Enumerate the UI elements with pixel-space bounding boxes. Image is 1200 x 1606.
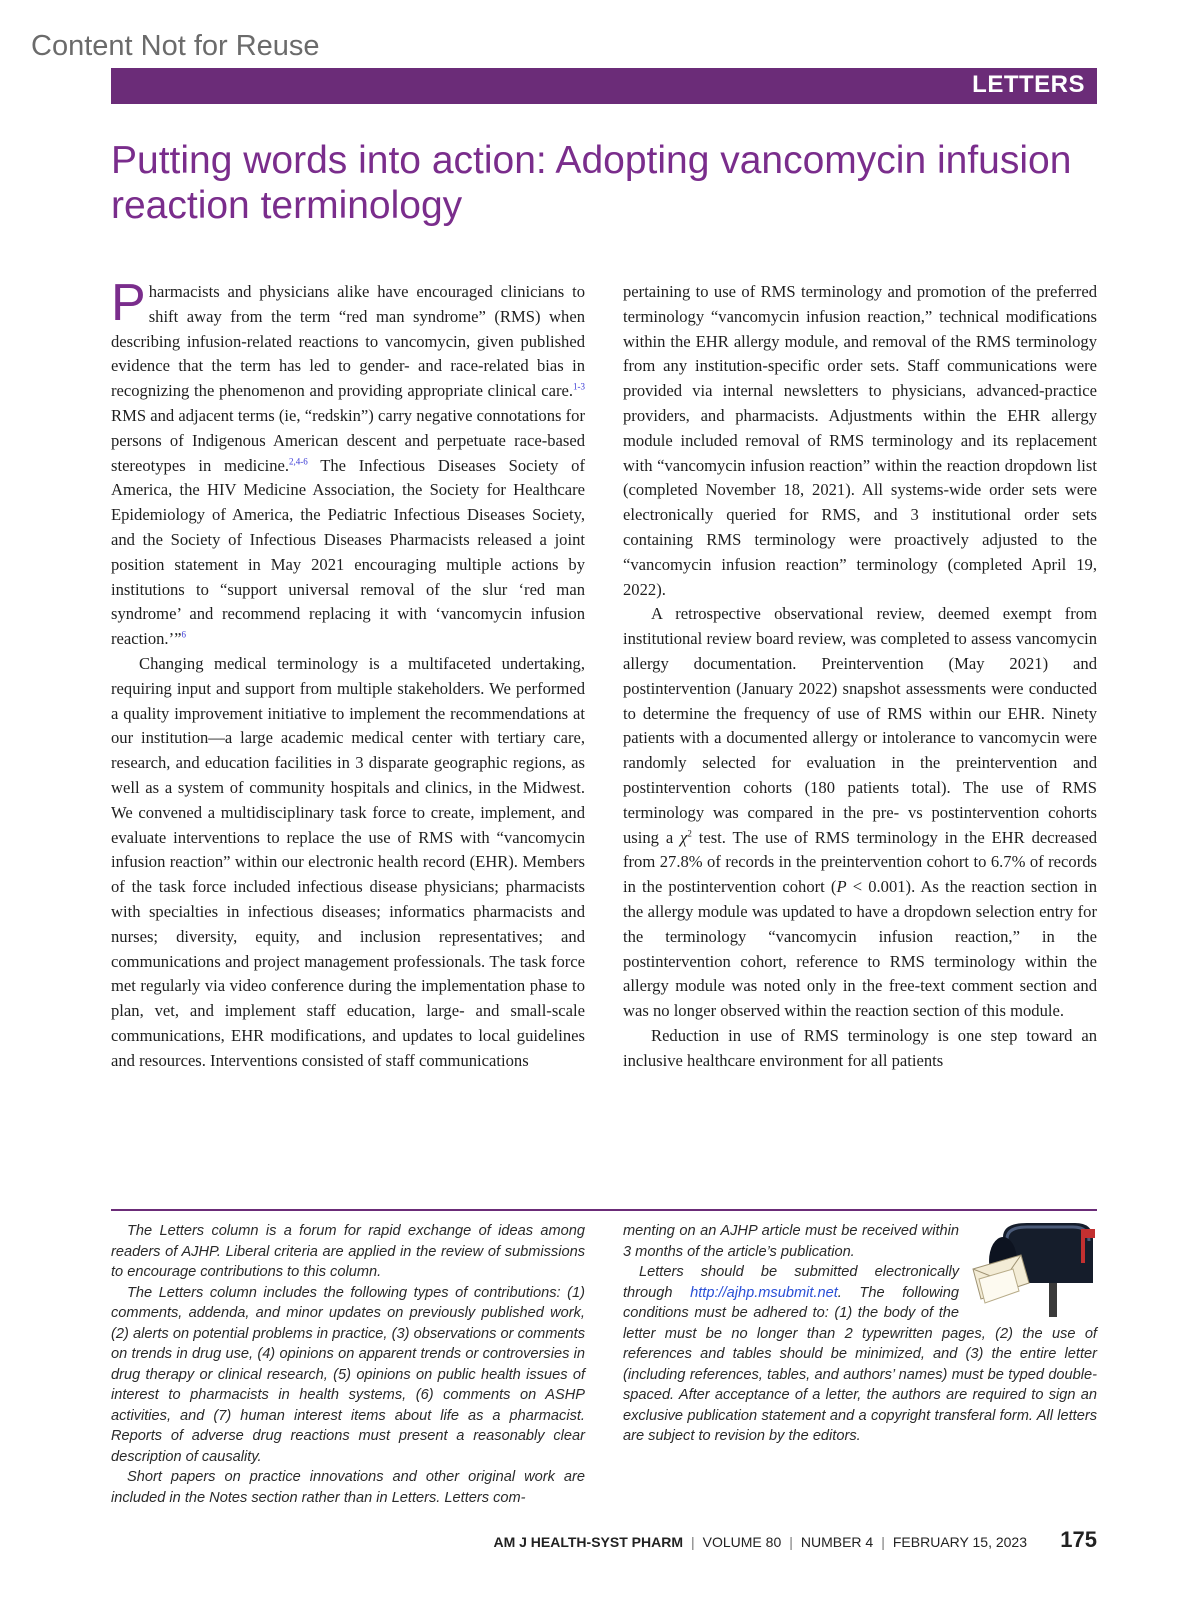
body-paragraph-5: Reduction in use of RMS terminology is one step toward an inclusive healthcare environment for all patients (623, 1025, 1097, 1070)
page-footer (111, 1527, 1097, 1555)
section-label: LETTERS (972, 71, 1085, 98)
info-paragraph-2: The Letters column includes the following types of contributions: (1) comments, addenda, and minor updates on previously published work, (2) alerts on potential problems in practice, (3) observations or comments on trends in drug use, (4) opinions on apparent trends or controversies in drug therapy or clinical research, (5) opinions on public health issues of interest to pharmacists in health systems, (6) comments on ASHP activities, and (7) human interest items about life as a pharmacist. Reports of adverse drug reactions must present a reasonably clear description of causality. (111, 1284, 585, 1465)
divider-rule (111, 1209, 1097, 1211)
body-column-left (111, 274, 585, 1074)
submission-link[interactable]: http://ajhp.msubmit.net (690, 1284, 838, 1301)
letters-info-left (111, 1221, 585, 1508)
letters-info-right (623, 1221, 1097, 1447)
info-paragraph-4: Letters should be submitted electronically through http://ajhp.msubmit.net. The following conditions must be adhered to: (1) the body of the letter must be no longer than 2 typewritten pages, (2) the use of references and tables should be minimized, and (3) the entire letter (including references, tables, and authors’ names) must be typed double-spaced. After acceptance of a letter, the authors are required to sign an exclusive publication statement and a copyright transferal form. All letters are subject to revision by the editors. (623, 1264, 1097, 1444)
drop-cap: P (111, 274, 146, 332)
reference-link[interactable]: 1-3 (573, 381, 585, 392)
body-paragraph-2: Changing medical terminology is a multifaceted undertaking, requiring input and support from multiple stakeholders. We performed a quality improvement initiative to implement the recommendations at our institution—a large academic medical center with tertiary care, research, and education facilities in 3 disparate geographic regions, as well as a system of community hospitals and clinics, in the Midwest. We convened a multidisciplinary task force to create, implement, and evaluate interventions to replace the use of RMS with “vancomycin infusion reaction” within our electronic health record (EHR). Members of the task force included infectious disease physicians; pharmacists with specialties in infectious diseases; informatics pharmacists and nurses; diversity, equity, and inclusion representatives; and communications and project management professionals. The task force met regularly via video conference during the implementation phase to plan, vet, and implement staff education, large- and small-scale communications, EHR modifications, and updates to local guidelines and resources. Interventions consisted of staff communications (111, 653, 585, 1070)
body-paragraph-4: A retrospective observational review, deemed exempt from institutional review board review, was completed to assess vancomycin allergy documentation. Preintervention (May 2021) and postintervention (January 2022) snapshot assessments were conducted to determine the frequency of use of RMS within our EHR. Ninety patients with a documented allergy or intolerance to vancomycin were randomly selected for evaluation in the preintervention and postintervention cohorts (180 patients total). The use of RMS terminology was compared in the pre- vs postintervention cohorts using a $\chi^2$ test. The use of RMS terminology in the EHR decreased from 27.8% of records in the preintervention cohort to 6.7% of records in the postintervention cohort (P < 0.001). As the reaction section in the allergy module was updated to have a dropdown selection entry for the terminology “vancomycin infusion reaction,” in the postintervention cohort, reference to RMS terminology within the allergy module was noted only in the free-text comment section and was no longer observed within the reaction section of this module. (623, 604, 1097, 1021)
body-paragraph-1: Pharmacists and physicians alike have encouraged clinicians to shift away from the term “red man syndrome” (RMS) when describing infusion-related reactions to vancomycin, given published evidence that the term has led to gender- and race-related bias in recognizing the phenomenon and providing appropriate clinical care.$^{1-3}$ RMS and adjacent terms (ie, “redskin”) carry negative connotations for persons of Indigenous American descent and perpetuate race-based stereotypes in medicine.$^{2,4-6}$ The Infectious Diseases Society of America, the HIV Medicine Association, the Society for Healthcare Epidemiology of America, the Pediatric Infectious Diseases Society, and the Society of Infectious Diseases Pharmacists released a joint position statement in May 2021 encouraging multiple actions by institutions to “support universal removal of the slur ‘red man syndrome’ and recommend replacing it with ‘vancomycin infusion reaction.’”$^6$ (111, 274, 585, 649)
issue-date: FEBRUARY 15, 2023 (892, 1534, 1027, 1550)
issue-number: NUMBER 4 (800, 1534, 874, 1550)
reference-link[interactable]: 2,4-6 (289, 456, 308, 467)
mailbox-icon (969, 1221, 1097, 1317)
info-paragraph-1: The Letters column is a forum for rapid exchange of ideas among readers of AJHP. Liberal criteria are applied in the review of submissions to encourage contributions to this column. (111, 1223, 585, 1280)
article-title: Putting words into action: Adopting vancomycin infusion reaction terminology (111, 139, 1072, 227)
section-header-bar (111, 68, 1097, 104)
watermark: Content Not for Reuse (31, 30, 320, 62)
page-number: 175 (1060, 1527, 1097, 1552)
reference-link[interactable]: 6 (181, 629, 186, 640)
journal-name: AM J HEALTH-SYST PHARM (493, 1534, 683, 1550)
body-column-right (623, 280, 1097, 1074)
info-paragraph-3-cont: menting on an AJHP article must be received within 3 months of the article’s publication. (623, 1223, 959, 1260)
volume: VOLUME 80 (702, 1534, 782, 1550)
body-paragraph-3: pertaining to use of RMS terminology and promotion of the preferred terminology “vancomycin infusion reaction,” technical modifications within the EHR allergy module, and removal of the RMS terminology from any institution-specific order sets. Staff communications were provided via internal newsletters to physicians, advanced-practice providers, and pharmacists. Adjustments within the EHR allergy module included removal of RMS terminology and its replacement with “vancomycin infusion reaction” within the reaction dropdown list (completed November 18, 2021). All systems-wide order sets were electronically queried for RMS, and 3 institutional order sets containing RMS terminology were proactively adjusted to the “vancomycin infusion reaction” terminology (completed April 19, 2022). (623, 282, 1097, 599)
citation-line: AM J HEALTH-SYST PHARM | VOLUME 80 | NUMBER 4 | FEBRUARY 15, 2023 (493, 1534, 1027, 1550)
info-paragraph-3: Short papers on practice innovations and other original work are included in the Notes section rather than in Letters. Letters com- (111, 1469, 585, 1506)
